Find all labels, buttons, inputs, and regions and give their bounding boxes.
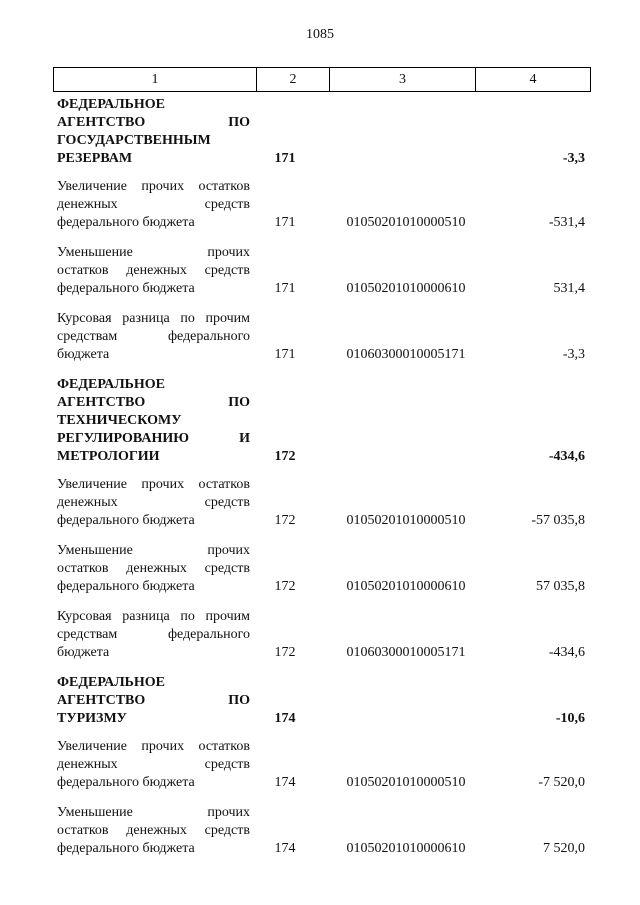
- table-row: [57, 804, 587, 858]
- description-line: Уменьшение прочих: [57, 805, 250, 820]
- item-description: [57, 542, 250, 596]
- description-line: средствам федерального: [57, 627, 250, 642]
- agency-name: [57, 96, 250, 168]
- description-line: федерального бюджета: [57, 215, 195, 230]
- description-line: Увеличение прочих остатков: [57, 179, 250, 194]
- header-col-2: 2: [257, 68, 330, 91]
- description-line: ТУРИЗМУ: [57, 711, 127, 726]
- description-line: ТЕХНИЧЕСКОМУ: [57, 413, 182, 428]
- description-line: федерального бюджета: [57, 775, 195, 790]
- table-row: [57, 310, 587, 364]
- chapter-code: 172: [274, 449, 296, 464]
- budget-code: 01050201010000510: [346, 513, 466, 528]
- amount: 57 035,8: [536, 579, 585, 594]
- header-col-1: 1: [54, 68, 257, 91]
- table-header: [53, 67, 591, 92]
- description-line: ГОСУДАРСТВЕННЫМ: [57, 133, 211, 148]
- amount: -7 520,0: [538, 775, 585, 790]
- description-line: средствам федерального: [57, 329, 250, 344]
- budget-code: 01050201010000610: [346, 579, 466, 594]
- description-line: АГЕНТСТВО ПО: [57, 395, 250, 410]
- description-line: Увеличение прочих остатков: [57, 477, 250, 492]
- description-line: остатков денежных средств: [57, 823, 250, 838]
- description-line: остатков денежных средств: [57, 263, 250, 278]
- description-line: ФЕДЕРАЛЬНОЕ: [57, 377, 166, 392]
- item-description: [57, 608, 250, 662]
- agency-row: [57, 674, 587, 728]
- budget-code: 01060300010005171: [346, 347, 466, 362]
- amount: 7 520,0: [543, 841, 585, 856]
- amount: -3,3: [562, 151, 585, 166]
- item-description: [57, 244, 250, 298]
- chapter-code: 171: [274, 215, 296, 230]
- amount: -10,6: [555, 711, 585, 726]
- chapter-code: 174: [274, 711, 296, 726]
- item-description: [57, 178, 250, 232]
- chapter-code: 171: [274, 281, 296, 296]
- chapter-code: 172: [274, 645, 296, 660]
- description-line: Курсовая разница по прочим: [57, 609, 250, 624]
- description-line: ФЕДЕРАЛЬНОЕ: [57, 97, 166, 112]
- budget-code: 01060300010005171: [346, 645, 466, 660]
- budget-code: 01050201010000610: [346, 841, 466, 856]
- table-row: [57, 178, 587, 232]
- description-line: ФЕДЕРАЛЬНОЕ: [57, 675, 166, 690]
- agency-name: [57, 674, 250, 728]
- amount: 531,4: [553, 281, 585, 296]
- description-line: федерального бюджета: [57, 513, 195, 528]
- description-line: федерального бюджета: [57, 841, 195, 856]
- description-line: бюджета: [57, 347, 110, 362]
- table-row: [57, 738, 587, 792]
- description-line: денежных средств: [57, 197, 250, 212]
- chapter-code: 172: [274, 579, 296, 594]
- agency-name: [57, 376, 250, 466]
- description-line: федерального бюджета: [57, 579, 195, 594]
- amount: -434,6: [548, 645, 585, 660]
- item-description: [57, 738, 250, 792]
- description-line: денежных средств: [57, 757, 250, 772]
- page-number: 1085: [306, 27, 334, 42]
- description-line: МЕТРОЛОГИИ: [57, 449, 160, 464]
- description-line: федерального бюджета: [57, 281, 195, 296]
- table-row: [57, 542, 587, 596]
- description-line: РЕГУЛИРОВАНИЮ И: [57, 431, 250, 446]
- description-line: денежных средств: [57, 495, 250, 510]
- chapter-code: 174: [274, 841, 296, 856]
- table-row: [57, 608, 587, 662]
- amount: -57 035,8: [531, 513, 585, 528]
- table-row: [57, 244, 587, 298]
- header-col-3: 3: [330, 68, 476, 91]
- chapter-code: 172: [274, 513, 296, 528]
- agency-row: [57, 96, 587, 168]
- description-line: РЕЗЕРВАМ: [57, 151, 133, 166]
- item-description: [57, 310, 250, 364]
- description-line: Уменьшение прочих: [57, 543, 250, 558]
- table-row: [57, 476, 587, 530]
- amount: -434,6: [548, 449, 585, 464]
- chapter-code: 171: [274, 151, 296, 166]
- table-body: [57, 96, 587, 870]
- budget-code: 01050201010000610: [346, 281, 466, 296]
- budget-code: 01050201010000510: [346, 775, 466, 790]
- chapter-code: 174: [274, 775, 296, 790]
- description-line: Курсовая разница по прочим: [57, 311, 250, 326]
- agency-row: [57, 376, 587, 466]
- header-col-4: 4: [529, 71, 537, 87]
- description-line: бюджета: [57, 645, 110, 660]
- budget-code: 01050201010000510: [346, 215, 466, 230]
- description-line: АГЕНТСТВО ПО: [57, 693, 250, 708]
- description-line: Уменьшение прочих: [57, 245, 250, 260]
- amount: -531,4: [548, 215, 585, 230]
- description-line: остатков денежных средств: [57, 561, 250, 576]
- description-line: АГЕНТСТВО ПО: [57, 115, 250, 130]
- item-description: [57, 804, 250, 858]
- chapter-code: 171: [274, 347, 296, 362]
- item-description: [57, 476, 250, 530]
- amount: -3,3: [562, 347, 585, 362]
- description-line: Увеличение прочих остатков: [57, 739, 250, 754]
